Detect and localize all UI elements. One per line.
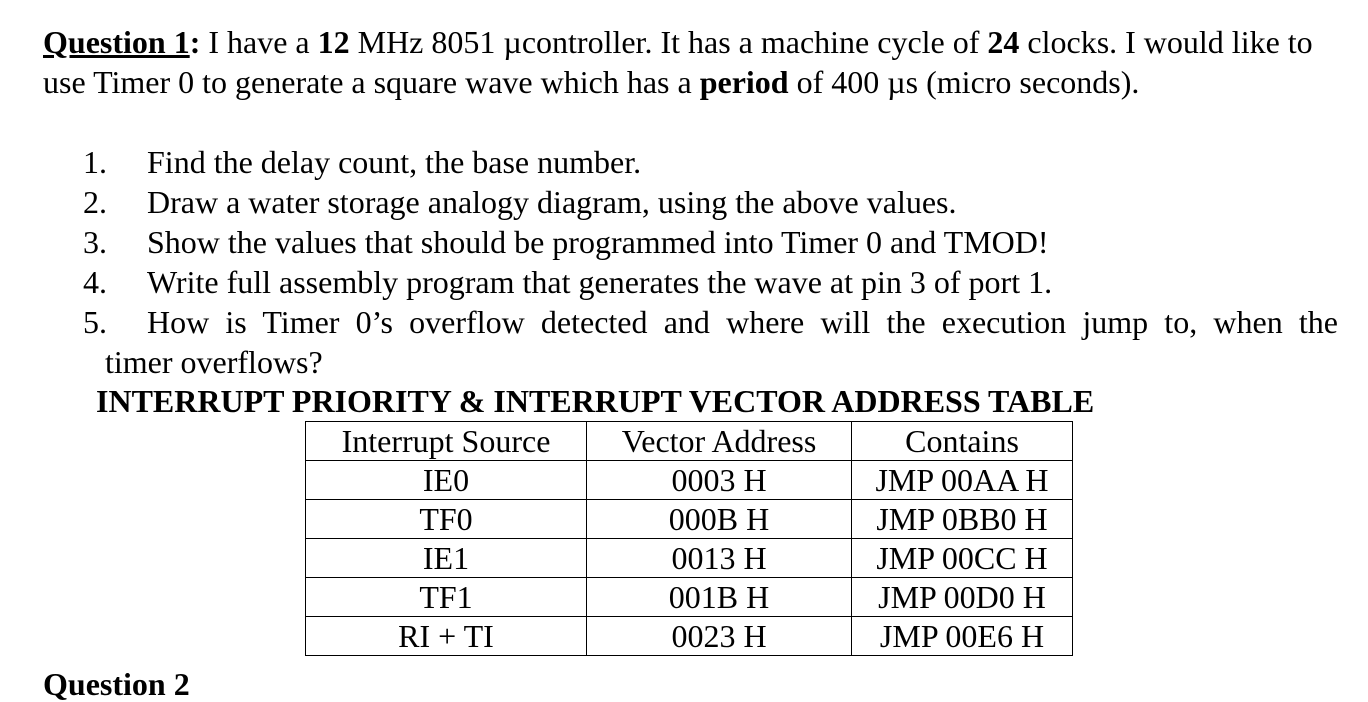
list-item-number: 2. <box>83 184 107 220</box>
list-item <box>83 262 1052 302</box>
table-cell: JMP 00AA H <box>852 461 1073 500</box>
table-row <box>306 617 1073 656</box>
table-title: INTERRUPT PRIORITY & INTERRUPT VECTOR ADDRESS TABLE <box>96 383 1095 419</box>
intro-part-6: of 400 µs (micro seconds). <box>788 64 1140 100</box>
table-cell: 0023 H <box>587 617 852 656</box>
list-item-text: Write full assembly program that generates the wave at pin 3 of port 1. <box>147 264 1053 300</box>
list-item-number: 4. <box>83 264 107 300</box>
next-question-heading-cropped: Question 2 <box>43 666 190 702</box>
list-item <box>83 302 1338 342</box>
list-item-text: How is Timer 0’s overflow detected and where will the execution jump to, when the <box>147 304 1338 340</box>
column-header: Contains <box>852 422 1073 461</box>
intro-part-4: clocks. I would like to use Timer 0 to generate a square wave which has a <box>43 24 1313 100</box>
question-colon: : <box>189 24 201 60</box>
column-header: Vector Address <box>587 422 852 461</box>
intro-part-2: MHz 8051 µcontroller. It has a machine cycle of <box>349 24 988 60</box>
table-row <box>306 578 1073 617</box>
table-row <box>306 461 1073 500</box>
intro-part-0: I have a <box>200 24 318 60</box>
table-cell: JMP 00E6 H <box>852 617 1073 656</box>
list-item-text: Find the delay count, the base number. <box>147 144 642 180</box>
list-item-text: Draw a water storage analogy diagram, using the above values. <box>147 184 957 220</box>
table-cell: TF0 <box>306 500 587 539</box>
table-cell: TF1 <box>306 578 587 617</box>
table-row <box>306 500 1073 539</box>
intro-part-1: 12 <box>317 24 350 60</box>
table-cell: JMP 00CC H <box>852 539 1073 578</box>
table-row <box>306 539 1073 578</box>
table-cell: JMP 00D0 H <box>852 578 1073 617</box>
question-intro <box>43 22 1343 102</box>
interrupt-vector-table <box>305 421 1073 656</box>
list-item-text: Show the values that should be programmed into Timer 0 and TMOD! <box>147 224 1049 260</box>
table-cell: JMP 0BB0 H <box>852 500 1073 539</box>
table-header-row <box>306 422 1073 461</box>
table-cell: IE0 <box>306 461 587 500</box>
table-cell: 0013 H <box>587 539 852 578</box>
table-cell: RI + TI <box>306 617 587 656</box>
list-item-number: 1. <box>83 144 107 180</box>
table-cell: 001B H <box>587 578 852 617</box>
list-item <box>83 142 641 182</box>
intro-part-5: period <box>699 64 789 100</box>
list-item <box>83 222 1049 262</box>
table-cell: IE1 <box>306 539 587 578</box>
intro-part-3: 24 <box>987 24 1020 60</box>
column-header: Interrupt Source <box>306 422 587 461</box>
list-item-number: 3. <box>83 224 107 260</box>
question-1 <box>43 22 1343 380</box>
list-item-number: 5. <box>83 304 107 340</box>
list-item-continuation: timer overflows? <box>105 344 323 380</box>
table-cell: 000B H <box>587 500 852 539</box>
list-item <box>83 182 956 222</box>
question-title: Question 1 <box>43 24 190 60</box>
table-cell: 0003 H <box>587 461 852 500</box>
